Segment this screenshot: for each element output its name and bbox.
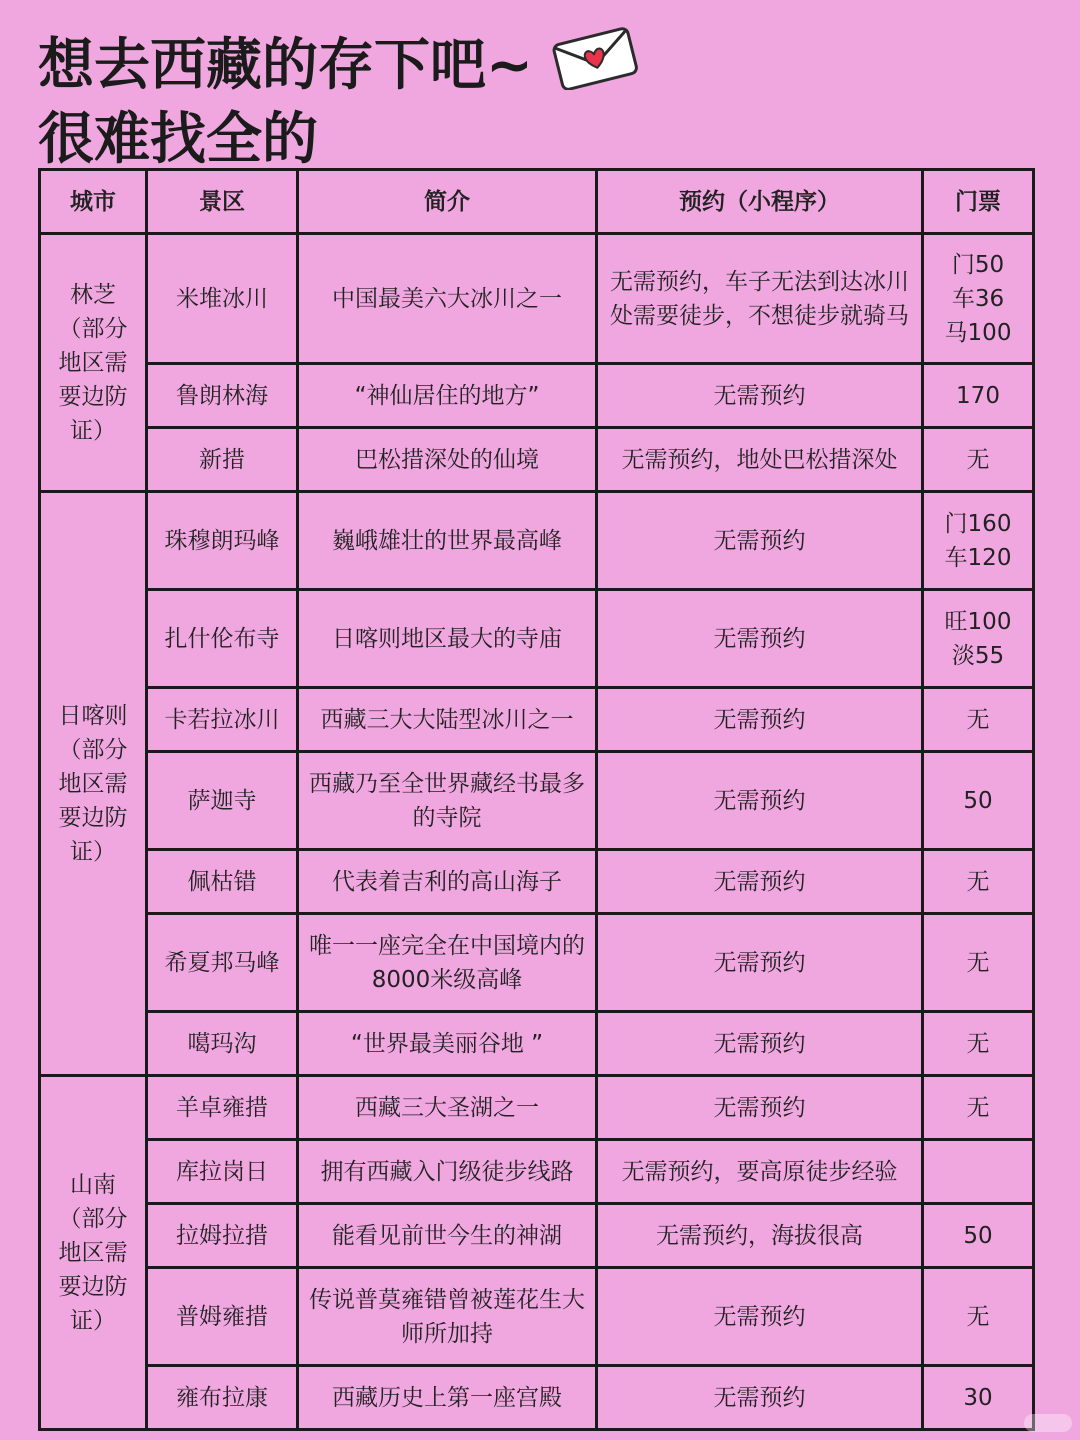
ticket-cell	[923, 850, 1034, 914]
intro-cell: 西藏历史上第一座宫殿	[298, 1366, 597, 1430]
city-line: 林芝	[70, 281, 116, 308]
ticket-cell	[923, 590, 1034, 688]
city-line: 要边防	[58, 383, 128, 410]
table-row	[40, 1366, 1034, 1430]
ticket-line: 无	[966, 949, 990, 976]
ticket-cell	[923, 914, 1034, 1012]
intro-cell: 能看见前世今生的神湖	[298, 1204, 597, 1268]
ticket-cell	[923, 1204, 1034, 1268]
ticket-line: 无	[966, 1094, 990, 1121]
city-cell	[40, 234, 147, 492]
booking-cell: 无需预约	[597, 1012, 923, 1076]
intro-cell: 巍峨雄壮的世界最高峰	[298, 492, 597, 590]
ticket-cell	[923, 752, 1034, 850]
intro-cell: 西藏三大圣湖之一	[298, 1076, 597, 1140]
booking-cell: 无需预约	[597, 1076, 923, 1140]
ticket-line: 无	[966, 1030, 990, 1057]
ticket-cell	[923, 492, 1034, 590]
booking-cell: 无需预约	[597, 1366, 923, 1430]
header-spot: 景区	[147, 170, 298, 234]
city-line: （部分	[58, 736, 128, 763]
ticket-cell	[923, 1268, 1034, 1366]
spot-cell: 普姆雍措	[147, 1268, 298, 1366]
city-line: 要边防	[58, 804, 128, 831]
ticket-cell	[923, 1366, 1034, 1430]
spot-cell: 佩枯错	[147, 850, 298, 914]
intro-cell: 拥有西藏入门级徒步线路	[298, 1140, 597, 1204]
table-row	[40, 914, 1034, 1012]
booking-cell: 无需预约，地处巴松措深处	[597, 428, 923, 492]
city-line: 证）	[70, 417, 116, 444]
table-row	[40, 752, 1034, 850]
ticket-line: 无	[966, 706, 990, 733]
watermark	[1024, 1414, 1072, 1432]
spot-cell: 新措	[147, 428, 298, 492]
ticket-line: 门50	[951, 251, 1005, 278]
ticket-line: 170	[956, 382, 1000, 409]
booking-cell: 无需预约，车子无法到达冰川处需要徒步，不想徒步就骑马	[597, 234, 923, 364]
table-row	[40, 364, 1034, 428]
table-row	[40, 234, 1034, 364]
booking-cell: 无需预约	[597, 364, 923, 428]
love-letter-envelope-icon	[551, 26, 639, 106]
header-row	[40, 170, 1034, 234]
ticket-cell	[923, 364, 1034, 428]
city-line: 要边防	[58, 1273, 128, 1300]
ticket-cell	[923, 234, 1034, 364]
intro-cell: 西藏乃至全世界藏经书最多的寺院	[298, 752, 597, 850]
spot-cell: 库拉岗日	[147, 1140, 298, 1204]
intro-cell: “世界最美丽谷地 ”	[298, 1012, 597, 1076]
intro-cell: 巴松措深处的仙境	[298, 428, 597, 492]
header-booking: 预约（小程序）	[597, 170, 923, 234]
spot-cell: 拉姆拉措	[147, 1204, 298, 1268]
city-line: 地区需	[58, 1239, 128, 1266]
intro-cell: 西藏三大大陆型冰川之一	[298, 688, 597, 752]
city-cell	[40, 1076, 147, 1430]
ticket-cell	[923, 1076, 1034, 1140]
ticket-line: 无	[966, 868, 990, 895]
ticket-line: 旺100	[944, 608, 1012, 635]
city-line: 地区需	[58, 770, 128, 797]
header-city: 城市	[40, 170, 147, 234]
page-title: 想去西藏的存下吧~	[38, 33, 533, 98]
city-line: 证）	[70, 1307, 116, 1334]
ticket-line: 车36	[951, 285, 1005, 312]
ticket-cell	[923, 688, 1034, 752]
ticket-line: 无	[966, 1303, 990, 1330]
ticket-line: 车120	[944, 544, 1012, 571]
spot-cell: 噶玛沟	[147, 1012, 298, 1076]
table-row	[40, 590, 1034, 688]
ticket-line: 30	[963, 1384, 993, 1411]
ticket-cell	[923, 1140, 1034, 1204]
booking-cell: 无需预约，海拔很高	[597, 1204, 923, 1268]
city-line: 日喀则	[58, 702, 128, 729]
ticket-line: 无	[966, 446, 990, 473]
spot-cell: 鲁朗林海	[147, 364, 298, 428]
title-block	[38, 26, 639, 174]
city-line: （部分	[58, 315, 128, 342]
table-body	[40, 234, 1034, 1430]
spot-cell: 雍布拉康	[147, 1366, 298, 1430]
booking-cell: 无需预约	[597, 752, 923, 850]
ticket-line: 门160	[944, 510, 1012, 537]
ticket-line: 马100	[944, 319, 1012, 346]
booking-cell: 无需预约	[597, 850, 923, 914]
table-row	[40, 1140, 1034, 1204]
booking-cell: 无需预约	[597, 688, 923, 752]
booking-cell: 无需预约	[597, 492, 923, 590]
booking-cell: 无需预约	[597, 914, 923, 1012]
intro-cell: 传说普莫雍错曾被莲花生大师所加持	[298, 1268, 597, 1366]
intro-cell: 日喀则地区最大的寺庙	[298, 590, 597, 688]
title-line-1	[38, 26, 639, 106]
city-line: （部分	[58, 1205, 128, 1232]
tibet-attractions-table	[38, 168, 1035, 1431]
ticket-cell	[923, 428, 1034, 492]
intro-cell: “神仙居住的地方”	[298, 364, 597, 428]
spot-cell: 卡若拉冰川	[147, 688, 298, 752]
intro-cell: 代表着吉利的高山海子	[298, 850, 597, 914]
table-row	[40, 688, 1034, 752]
page-subtitle: 很难找全的	[38, 107, 318, 172]
booking-cell: 无需预约	[597, 590, 923, 688]
header-ticket: 门票	[923, 170, 1034, 234]
city-line: 证）	[70, 838, 116, 865]
ticket-line: 50	[963, 1222, 993, 1249]
booking-cell: 无需预约，要高原徒步经验	[597, 1140, 923, 1204]
booking-cell: 无需预约	[597, 1268, 923, 1366]
table-row	[40, 1012, 1034, 1076]
table-row	[40, 1268, 1034, 1366]
intro-cell: 中国最美六大冰川之一	[298, 234, 597, 364]
ticket-line: 淡55	[951, 642, 1005, 669]
city-line: 地区需	[58, 349, 128, 376]
spot-cell: 希夏邦马峰	[147, 914, 298, 1012]
table-row	[40, 428, 1034, 492]
city-line: 山南	[70, 1171, 116, 1198]
spot-cell: 米堆冰川	[147, 234, 298, 364]
table-row	[40, 1204, 1034, 1268]
table-row	[40, 850, 1034, 914]
ticket-cell	[923, 1012, 1034, 1076]
city-cell	[40, 492, 147, 1076]
spot-cell: 珠穆朗玛峰	[147, 492, 298, 590]
header-intro: 简介	[298, 170, 597, 234]
intro-cell: 唯一一座完全在中国境内的8000米级高峰	[298, 914, 597, 1012]
spot-cell: 萨迦寺	[147, 752, 298, 850]
table-row	[40, 492, 1034, 590]
spot-cell: 羊卓雍措	[147, 1076, 298, 1140]
ticket-line: 50	[963, 787, 993, 814]
table-row	[40, 1076, 1034, 1140]
spot-cell: 扎什伦布寺	[147, 590, 298, 688]
